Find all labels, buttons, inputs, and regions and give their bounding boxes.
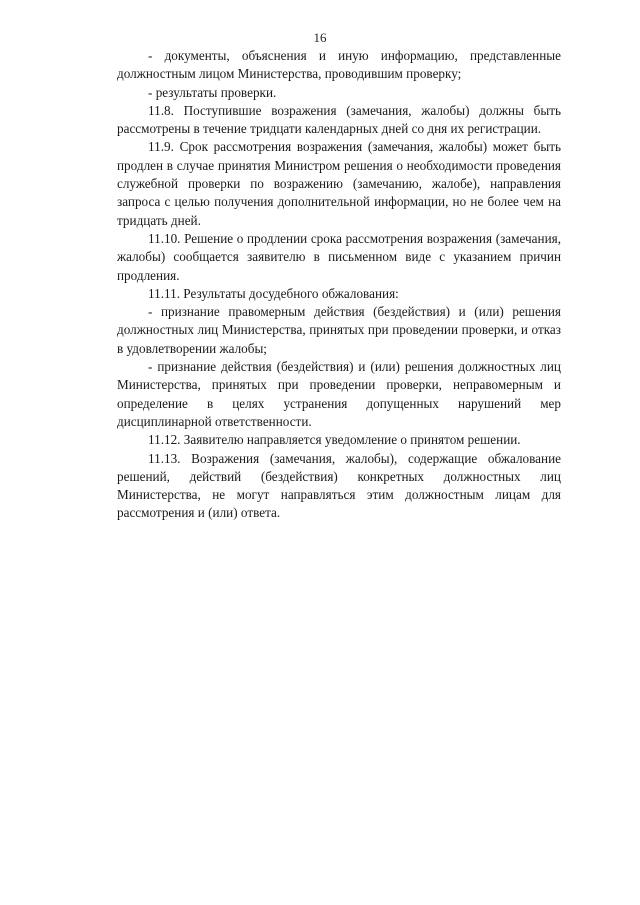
paragraph-11-8: 11.8. Поступившие возражения (замечания, жалобы) должны быть рассмотрены в течение тридцати календарных дней со дня их регистрации. [117,102,561,137]
document-body [117,47,561,523]
paragraph-11-11: 11.11. Результаты досудебного обжалования: [148,285,399,301]
paragraph-documents-item: - документы, объяснения и иную информацию, представленные должностным лицом Министерства, проводившим проверку; [117,48,561,82]
paragraph-11-10: 11.10. Решение о продлении срока рассмотрения возражения (замечания, жалобы) сообщается заявителю в письменном виде с указанием причин продления. [117,230,561,283]
paragraph-11-12: 11.12. Заявителю направляется уведомление о принятом решении. [148,432,521,448]
paragraph-unlawful-item: - признание действия (бездействия) и (или) решения должностных лиц Министерства, принятых при проведении проверки, неправомерным и определение в целях устранения допущенных нарушений мер дисциплинарной ответственности. [117,359,561,429]
paragraph-11-9: 11.9. Срок рассмотрения возражения (замечания, жалобы) может быть продлен в случае принятия Министром решения о необходимости проведения служебной проверки по возражению (замечанию, жалобе), направления запроса с целью получения дополнительной информации, но не более чем на тридцать дней. [117,139,561,228]
paragraph-results-item: - результаты проверки. [148,84,277,100]
paragraph-lawful-item: - признание правомерным действия (бездействия) и (или) решения должностных лиц Министерства, принятых при проведении проверки, и отказ в удовлетворении жалобы; [117,304,561,356]
paragraph-11-13: 11.13. Возражения (замечания, жалобы), содержащие обжалование решений, действий (бездействия) конкретных должностных лиц Министерства, не могут направляться этим должностным лицам для рассмотрения и (или) ответа. [117,450,561,521]
page-number: 16 [313,30,327,45]
